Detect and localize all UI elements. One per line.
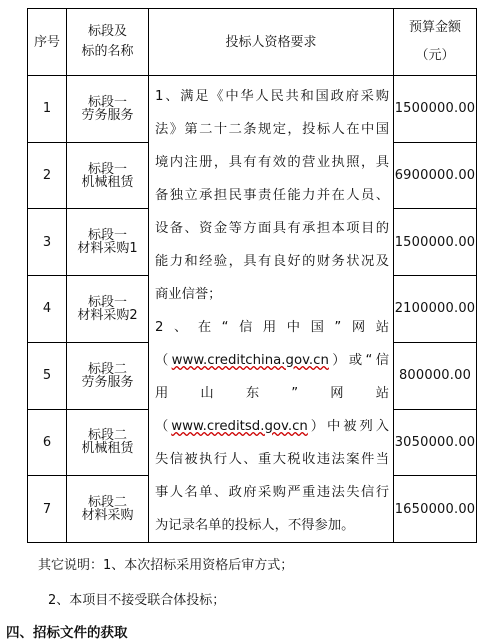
req-text: ）中被列入	[307, 419, 390, 434]
row-lot-label: 标段一	[87, 161, 127, 177]
req-line: 备独立承担民事责任能力并在人员、	[155, 188, 389, 203]
row-budget: 1500000.00	[394, 76, 477, 143]
row-lot-label: 标段二	[87, 361, 127, 377]
creditsd-link[interactable]: www.creditsd.gov.cn	[171, 419, 308, 434]
row-lot-name: 劳务服务	[81, 374, 134, 390]
req-line: 能力和经验，具有良好的财务状况及	[155, 254, 389, 269]
row-budget: 6900000.00	[394, 142, 477, 209]
row-seq: 1	[28, 76, 67, 143]
row-budget: 1650000.00	[394, 476, 477, 543]
req-line: 2、在“信用中国”网站	[155, 320, 389, 335]
row-budget: 2100000.00	[394, 276, 477, 343]
row-lot	[67, 409, 149, 476]
table-header-row	[28, 9, 477, 76]
other-notes-line2: 2、本项目不接受联合体投标；	[48, 593, 226, 608]
row-lot	[67, 76, 149, 143]
req-text: ）或“信	[328, 353, 390, 368]
req-line: 境内注册，具有有效的营业执照，具	[155, 155, 389, 170]
req-line: 法》第二十二条规定，投标人在中国	[155, 122, 389, 137]
other-notes-line1: 其它说明：1、本次招标采用资格后审方式；	[38, 558, 294, 573]
row-seq: 2	[28, 142, 67, 209]
header-lot-line1: 标段及	[87, 24, 127, 39]
row-lot-name: 劳务服务	[81, 107, 134, 123]
header-budget-line1: 预算金额	[408, 20, 461, 35]
req-line: 为记录名单的投标人，不得参加。	[155, 518, 355, 533]
row-lot-name: 材料采购1	[77, 241, 138, 257]
req-line-url	[155, 410, 389, 443]
table-row	[28, 76, 477, 143]
req-paren: （	[155, 353, 172, 368]
requirements-cell	[149, 76, 394, 543]
row-seq: 3	[28, 209, 67, 276]
row-seq: 7	[28, 476, 67, 543]
row-lot-name: 机械租赁	[81, 174, 134, 190]
header-requirements: 投标人资格要求	[149, 9, 394, 76]
row-seq: 4	[28, 276, 67, 343]
header-budget	[394, 9, 477, 76]
row-lot-label: 标段二	[87, 428, 127, 444]
req-line: 1、满足《中华人民共和国政府采购	[155, 89, 389, 104]
creditchina-link[interactable]: www.creditchina.gov.cn	[171, 353, 329, 368]
req-line: 商业信誉；	[155, 287, 222, 302]
section-heading: 四、招标文件的获取	[6, 625, 128, 641]
row-lot-name: 机械租赁	[81, 441, 134, 457]
row-seq: 5	[28, 342, 67, 409]
header-lot	[67, 9, 149, 76]
header-budget-line2: （元）	[415, 48, 455, 63]
row-seq: 6	[28, 409, 67, 476]
row-lot-label: 标段二	[87, 495, 127, 511]
req-line-url	[155, 344, 389, 377]
req-line: 事人名单、政府采购严重违法失信行	[155, 485, 389, 500]
req-line: 设备、资金等方面具有承担本项目的	[155, 221, 389, 236]
row-budget: 3050000.00	[394, 409, 477, 476]
bid-qualification-table	[27, 8, 477, 543]
row-lot	[67, 209, 149, 276]
row-lot	[67, 142, 149, 209]
row-lot-name: 材料采购2	[77, 307, 138, 323]
row-lot	[67, 342, 149, 409]
row-lot-label: 标段一	[87, 294, 127, 310]
row-lot	[67, 276, 149, 343]
req-line: 失信被执行人、重大税收违法案件当	[155, 452, 389, 467]
header-lot-line2: 标的名称	[81, 44, 134, 59]
row-lot-label: 标段一	[87, 228, 127, 244]
row-lot-name: 材料采购	[81, 508, 134, 524]
row-lot-label: 标段一	[87, 94, 127, 110]
header-seq: 序号	[28, 9, 67, 76]
row-lot	[67, 476, 149, 543]
req-paren: （	[155, 419, 172, 434]
row-budget: 1500000.00	[394, 209, 477, 276]
row-budget: 800000.00	[394, 342, 477, 409]
req-line: 用山东”网站	[155, 386, 389, 401]
